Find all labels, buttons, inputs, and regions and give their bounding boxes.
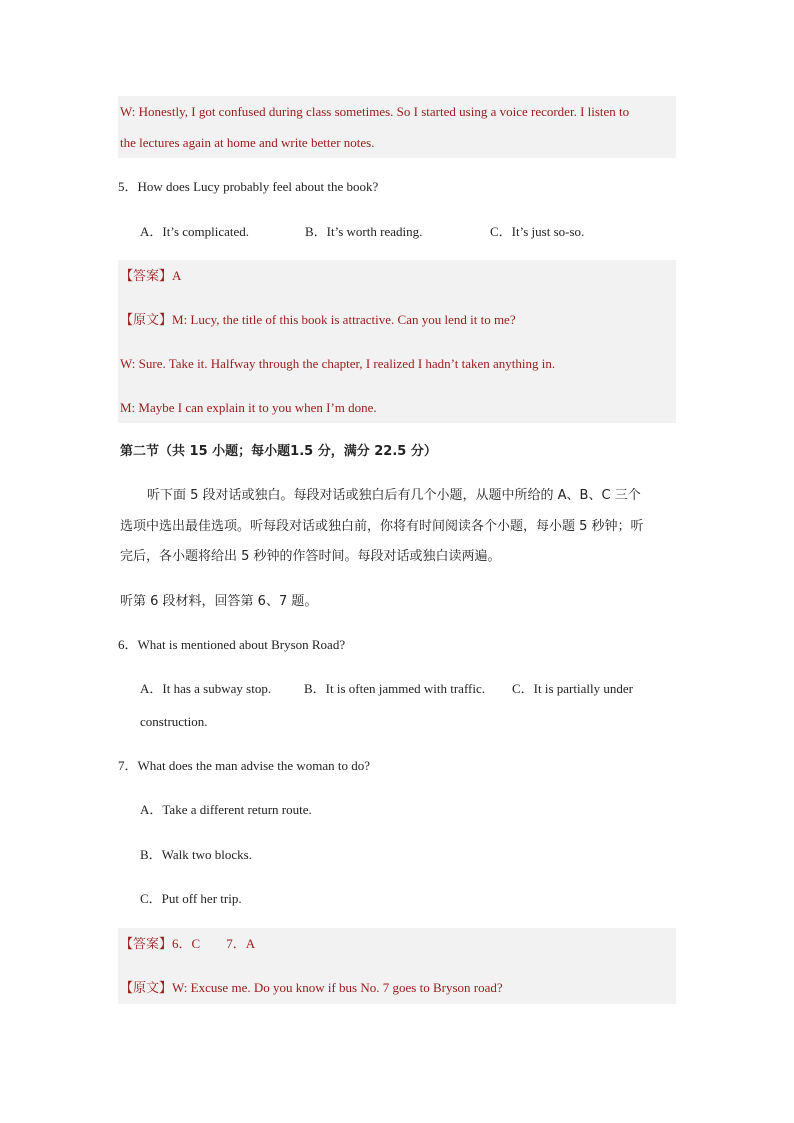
answer-block-67 — [118, 928, 676, 1004]
option-a: A．It has a subway stop. — [140, 680, 272, 696]
instruction-line: 完后，各小题将给出 5 秒钟的作答时间。每段对话或独白读两遍。 — [120, 549, 501, 564]
question-5-options — [118, 216, 676, 247]
option-b: B．It is often jammed with traffic. — [304, 680, 485, 696]
original-text-m: M: Lucy, the title of this book is attractive. Can you lend it to me? — [172, 312, 516, 327]
answer-label: 【答案】A — [120, 268, 182, 283]
original-label: 【原文】 — [120, 312, 173, 327]
question-6-options — [118, 659, 676, 719]
answer-6: 6．C — [172, 935, 201, 951]
option-b: B．Walk two blocks. — [140, 846, 252, 862]
original-text-w: W: Sure. Take it. Halfway through the chapter, I realized I hadn’t taken anything in. — [120, 356, 556, 371]
original-text-line — [118, 304, 676, 348]
answer-line — [118, 928, 676, 972]
original-text-line — [118, 972, 676, 1004]
question-7-stem: 7．What does the man advise the woman to do? — [118, 757, 370, 773]
option-c-continued: construction. — [140, 713, 208, 729]
original-text-w: W: Excuse me. Do you know if bus No. 7 goes to Bryson road? — [172, 979, 503, 995]
option-c: C．It is partially under — [512, 680, 633, 696]
option-c: C．It’s just so-so. — [490, 224, 585, 239]
original-label: 【原文】 — [120, 979, 173, 995]
section-instructions — [118, 481, 676, 573]
answer-block-5 — [118, 260, 676, 423]
answer-7: 7．A — [226, 935, 256, 951]
section-title: 第二节（共 15 小题；每小题1.5 分，满分 22.5 分） — [120, 444, 437, 459]
question-5-stem: 5．How does Lucy probably feel about the book? — [118, 179, 379, 194]
dialogue-line: the lectures again at home and write better notes. — [120, 135, 375, 150]
option-a: A．It’s complicated. — [140, 224, 250, 239]
original-text-m2: M: Maybe I can explain it to you when I’m done. — [120, 400, 377, 415]
question-6-stem: 6．What is mentioned about Bryson Road? — [118, 636, 346, 652]
option-b: B．It’s worth reading. — [305, 224, 423, 239]
instruction-line: 听下面 5 段对话或独白。每段对话或独白后有几个小题，从题中所给的 A、B、C 三个 — [147, 488, 641, 503]
answer-label: 【答案】 — [120, 935, 173, 951]
document-page — [118, 96, 676, 1004]
instruction-line: 选项中选出最佳选项。听每段对话或独白前，你将有时间阅读各个小题，每小题 5 秒钟；听 — [120, 518, 644, 534]
option-a: A．Take a different return route. — [140, 801, 312, 817]
option-c: C．Put off her trip. — [140, 890, 242, 906]
material-note: 听第 6 段材料，回答第 6、7 题。 — [120, 593, 318, 609]
dialogue-block-top — [118, 96, 676, 158]
dialogue-line: W: Honestly, I got confused during class sometimes. So I started using a voice recorder. I listen to — [120, 104, 630, 119]
